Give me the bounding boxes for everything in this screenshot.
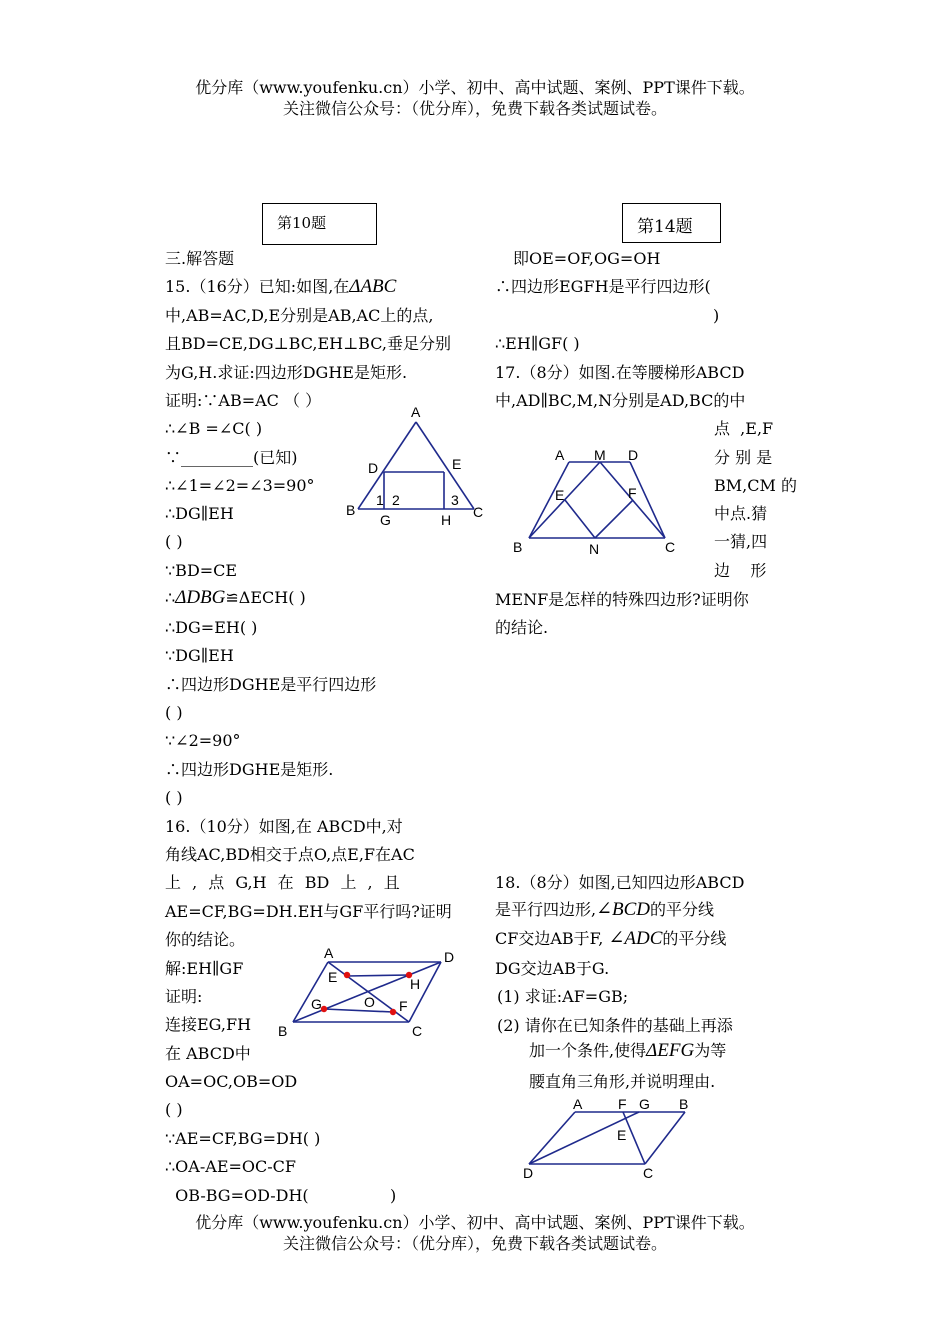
fig18-side-ad [529,1112,575,1164]
q16-sol-2: 证明: [165,987,203,1006]
footer-line-2: 关注微信公众号：（优分库），免费下载各类试题试卷。 [282,1234,667,1253]
fig18-label-b: B [679,1096,689,1112]
triangle-efg-math: ΔEFG [646,1040,695,1061]
fig17-segment-mb [529,462,600,538]
q14-line-1: 即OE=OF,OG=OH [513,249,661,268]
fig16-label-b: B [278,1023,288,1039]
triangle-dbg-math: ΔDBG [175,587,226,608]
fig15-label-1: 1 [376,492,384,508]
q16-sol-7: ∵AE=CF,BG=DH( ) [165,1129,321,1148]
figure-15-triangle [340,402,490,530]
q16-sol-8: ∴OA-AE=OC-CF [165,1157,297,1176]
q15-proof-5: ∴DG∥EH [165,504,234,523]
q15-proof-1: 证明:∵AB=AC （ ） [165,391,322,410]
fig18-label-e: E [617,1127,627,1143]
q14-line-4: ∴EH∥GF( ) [495,334,580,353]
fig17-label-a: A [555,447,565,463]
q16-line-4: AE=CF,BG=DH.EH与GF平行吗?证明 [165,902,452,921]
q15-proof-12: ( ) [165,703,183,722]
header-line-2: 关注微信公众号：（优分库），免费下载各类试题试卷。 [282,99,667,118]
q15-proof-8: ∴ΔDBG≌ΔECH( ) [165,587,306,608]
fig16-label-c: C [412,1023,423,1039]
q15-proof-3: ∵_________(已知) [165,448,298,467]
fig15-label-c: C [473,504,484,520]
angle-adc-math: ∠ADC [608,928,663,949]
question-14-box [622,203,721,243]
fig16-segment-gf [324,1009,393,1012]
q15-proof-11: ∴四边形DGHE是平行四边形 [165,675,377,694]
question-14-label: 第14题 [637,217,693,237]
q15-line-4: 为G,H.求证:四边形DGHE是矩形. [165,363,408,382]
q17-line-1: 17.（8分）如图.在等腰梯形ABCD [495,363,745,382]
figure-18-parallelogram [515,1094,705,1184]
fig16-label-a: A [324,945,334,961]
q17-line-6: 中点.猜 [714,504,768,523]
figure-17-trapezoid [505,440,695,560]
fig16-label-f: F [399,998,408,1014]
fig17-label-b: B [513,539,523,555]
q15-proof-9: ∴DG=EH( ) [165,618,258,637]
q17-line-3: 点 ,E,F [714,419,774,438]
q18-line-6: (2) 请你在已知条件的基础上再添 [497,1016,733,1035]
fig17-segment-fn [595,500,633,538]
q15-proof-10: ∵DG∥EH [165,646,234,665]
fig15-side-ac [416,422,474,509]
q15-proof-2: ∴∠B =∠C( ) [165,419,263,438]
q18-line-4: DG交边AB于G. [495,959,610,978]
q15-proof-4: ∴∠1=∠2=∠3=90° [165,476,315,495]
fig15-label-g: G [380,512,391,528]
q18-line-7: 加一个条件,使得ΔEFG为等 [529,1040,727,1061]
fig17-label-f: F [628,485,637,501]
fig16-label-h: H [410,976,421,992]
q18-line-1: 18.（8分）如图,已知四边形ABCD [495,873,745,892]
fig15-label-d: D [368,460,379,476]
q16-line-5: 你的结论。 [165,930,246,949]
q16-line-1: 16.（10分）如图,在 ABCD中,对 [165,817,403,836]
fig17-label-m: M [594,447,606,463]
fig17-label-d: D [628,447,639,463]
fig15-label-2: 2 [392,492,400,508]
fig16-label-d: D [444,949,455,965]
fig18-label-a: A [573,1096,583,1112]
q14-line-3: ) [713,306,720,325]
fig18-label-g: G [639,1096,650,1112]
fig17-label-e: E [555,487,565,503]
q18-line-8: 腰直角三角形,并说明理由. [529,1072,716,1091]
fig16-label-g: G [311,996,322,1012]
q16-sol-4: 在 ABCD中 [165,1044,251,1063]
q15-proof-7: ∵BD=CE [165,561,238,580]
q18-line-5: (1) 求证:AF=GB; [497,987,629,1006]
header-line-1: 优分库（www.youfenku.cn）小学、初中、高中试题、案例、PPT课件下载。 [195,78,755,97]
q15-proof-13: ∵∠2=90° [165,731,241,750]
q14-line-2: ∴四边形EGFH是平行四边形( [495,277,711,296]
angle-bcd-math: ∠BCD [596,899,651,920]
q16-sol-1: 解:EH∥GF [165,959,244,978]
q17-line-7: 一猜,四 [714,532,768,551]
q15-proof-15: ( ) [165,788,183,807]
q16-sol-9: OB-BG=OD-DH( ) [165,1186,397,1205]
section-title: 三.解答题 [165,249,235,268]
question-10-label: 第10题 [277,214,327,232]
fig16-segment-eh [347,975,409,976]
fig18-label-f: F [618,1096,627,1112]
fig16-label-o: O [364,994,375,1010]
q16-sol-3: 连接EG,FH [165,1015,252,1034]
fig18-label-d: D [523,1165,534,1181]
fig17-segment-en [565,500,595,538]
fig15-label-3: 3 [451,492,459,508]
q15-line-1: 15.（16分）已知:如图,在ΔABC [165,276,397,297]
q18-line-3: CF交边AB于F, ∠ADC的平分线 [495,928,727,949]
fig17-label-n: N [589,541,600,557]
footer-line-1: 优分库（www.youfenku.cn）小学、初中、高中试题、案例、PPT课件下载。 [195,1213,755,1232]
triangle-abc-math: ΔABC [349,276,397,297]
figure-16-parallelogram [275,942,465,1042]
q16-sol-5: OA=OC,OB=OD [165,1072,298,1091]
q16-line-3: 上 , 点 G,H 在 BD 上 , 且 [165,873,400,892]
fig18-label-c: C [643,1165,654,1181]
q15-proof-6: ( ) [165,532,183,551]
fig18-side-bc [645,1112,685,1164]
q18-line-2: 是平行四边形,∠BCD的平分线 [495,899,715,920]
fig16-side-ab [293,962,328,1022]
fig16-point-f [390,1009,396,1015]
fig17-label-c: C [665,539,676,555]
q17-line-4: 分 别 是 [714,448,773,467]
question-10-box [262,203,377,245]
q17-line-5: BM,CM 的 [714,476,797,495]
fig15-label-a: A [411,404,421,420]
fig15-label-e: E [452,456,462,472]
fig15-label-b: B [346,502,356,518]
q17-line-9: MENF是怎样的特殊四边形?证明你 [495,590,749,609]
q15-proof-14: ∴四边形DGHE是矩形. [165,760,334,779]
q16-sol-6: ( ) [165,1100,183,1119]
fig16-diagonal-bd [293,962,441,1022]
q15-line-2: 中,AB=AC,D,E分别是AB,AC上的点, [165,306,434,325]
fig15-side-ab [358,422,416,509]
q17-line-10: 的结论. [495,618,549,637]
fig16-label-e: E [328,969,338,985]
q15-line-3: 且BD=CE,DG⊥BC,EH⊥BC,垂足分别 [165,334,451,353]
q16-line-2: 角线AC,BD相交于点O,点E,F在AC [165,845,415,864]
q17-line-2: 中,AD∥BC,M,N分别是AD,BC的中 [495,391,746,410]
fig16-side-dc [409,962,441,1022]
fig16-point-e [344,972,350,978]
fig15-label-h: H [441,512,452,528]
q17-line-8: 边 形 [714,561,767,580]
